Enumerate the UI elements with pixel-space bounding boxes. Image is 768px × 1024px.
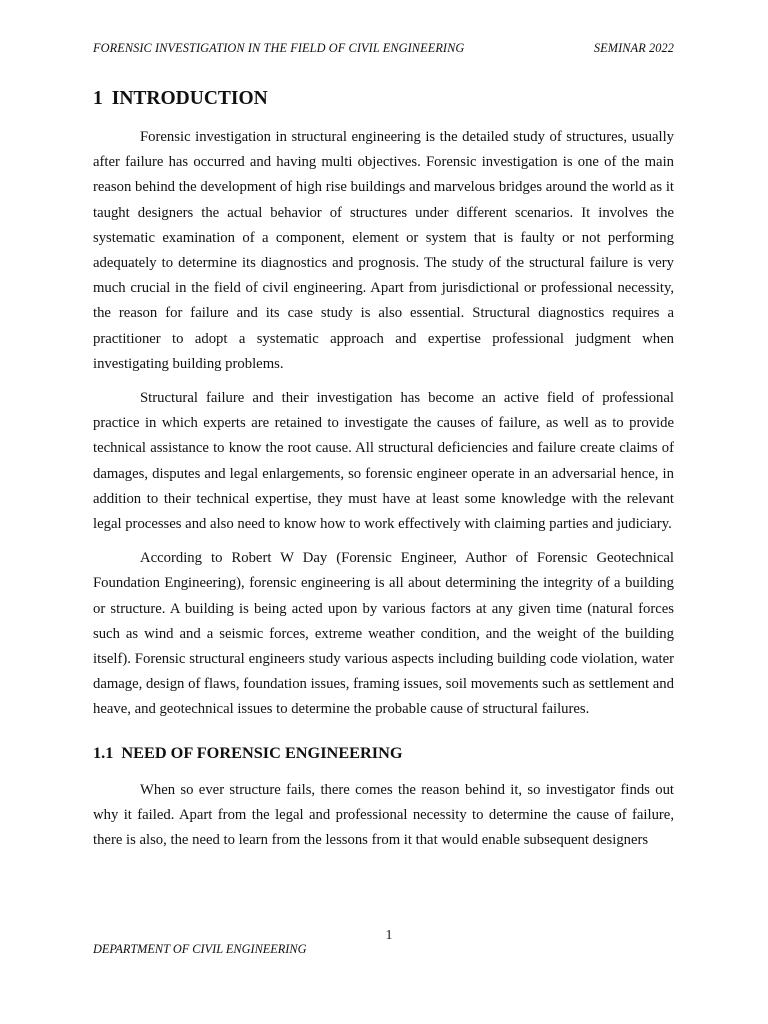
paragraph: According to Robert W Day (Forensic Engineer, Author of Forensic Geotechnical Foundation Engineering), forensic engineering is all about determining the integrity of a building or structure. A building is being acted upon by various factors at any given time (natural forces such as wind and a seismic forces, extreme weather condition, and the weight of the building itself). Forensic structural engineers study various aspects including building code violation, water damage, design of flaws, foundation issues, framing issues, soil movements such as settlement and heave, and geotechnical issues to determine the probable cause of structural failures. <box>93 550 674 718</box>
paragraph: When so ever structure fails, there comes the reason behind it, so investigator finds out why it failed. Apart from the legal and professional necessity to determine the cause of failure, there is also, the need to learn from the lessons from it that would enable subsequent designers <box>93 781 674 849</box>
header-seminar: SEMINAR 2022 <box>593 41 674 55</box>
paragraph: Structural failure and their investigation has become an active field of professional practice in which experts are retained to investigate the causes of failure, as well as to provide technical assistance to know the root cause. All structural deficiencies and failure create claims of damages, disputes and legal enlargements, so forensic engineer operate in an adversarial hence, in addition to their technical expertise, they must have at least some knowledge with the relevant legal processes and also need to know how to work effectively with claiming parties and judiciary. <box>93 390 674 533</box>
running-header <box>93 41 674 59</box>
subsection-heading <box>93 739 674 767</box>
header-title: FORENSIC INVESTIGATION IN THE FIELD OF CIVIL ENGINEERING <box>93 41 465 55</box>
subsection-number: 1.1 <box>93 742 114 762</box>
page-content <box>93 84 674 853</box>
paragraph: Forensic investigation in structural engineering is the detailed study of structures, usually after failure has occurred and having multi objectives. Forensic investigation is one of the main reason behind the development of high rise buildings and marvelous bridges around the world as it taught designers the actual behavior of structures under different scenarios. It involves the systematic examination of a component, element or system that is faulty or not performing adequately to determine its diagnostics and prognosis. The study of the structural failure is very much crucial in the field of civil engineering. Apart from jurisdictional or professional necessity, the reason for failure and its case study is also essential. Structural diagnostics requires a practitioner to adopt a systematic approach and expertise professional judgment when investigating building problems. <box>93 129 674 372</box>
section-title: INTRODUCTION <box>111 88 268 109</box>
page-number: 1 <box>385 927 393 942</box>
section-number: 1 <box>93 88 103 109</box>
footer-department: DEPARTMENT OF CIVIL ENGINEERING <box>93 942 307 956</box>
subsection-title: NEED OF FORENSIC ENGINEERING <box>121 742 403 762</box>
section-heading <box>93 84 674 114</box>
